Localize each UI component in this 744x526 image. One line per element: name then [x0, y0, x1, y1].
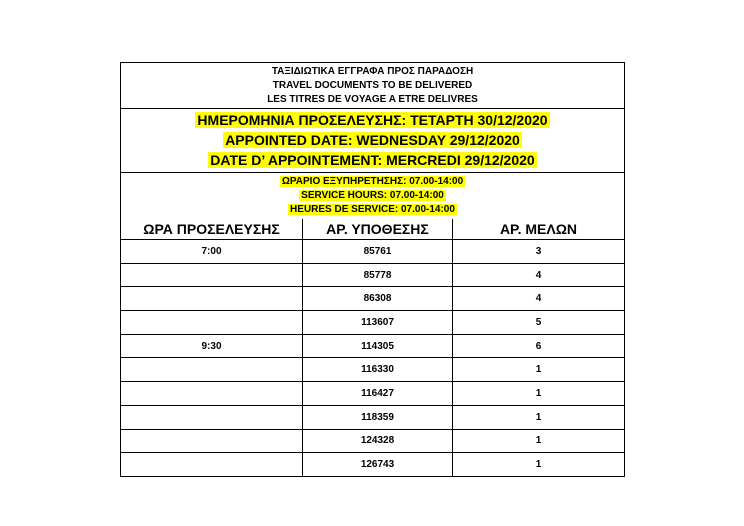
time-cell	[121, 311, 303, 334]
case-number-cell: 124328	[303, 430, 453, 453]
table-header-row	[121, 219, 624, 240]
table-row	[121, 335, 624, 359]
table-row	[121, 311, 624, 335]
appointment-date-french: DATE D’ APPOINTEMENT: MERCREDI 29/12/2020	[210, 152, 535, 168]
table-row	[121, 240, 624, 264]
time-cell	[121, 406, 303, 429]
table-row	[121, 287, 624, 311]
table-row	[121, 406, 624, 430]
table-row	[121, 430, 624, 454]
appointment-date-section	[121, 109, 624, 173]
members-cell: 4	[535, 293, 542, 305]
column-header-case-number: ΑΡ. ΥΠΟΘΕΣΗΣ	[303, 219, 453, 239]
case-number-cell: 113607	[303, 311, 453, 334]
header-greek: ΤΑΞΙΔΙΩΤΙΚΑ ΕΓΓΡΑΦΑ ΠΡΟΣ ΠΑΡΑΔΟΣΗ	[271, 66, 474, 77]
appointment-date-english: APPOINTED DATE: WEDNESDAY 29/12/2020	[225, 132, 520, 148]
time-cell	[121, 264, 303, 287]
time-cell	[121, 430, 303, 453]
case-number-cell: 85778	[303, 264, 453, 287]
time-cell: 9:30	[121, 335, 303, 358]
members-cell: 6	[535, 340, 542, 352]
document-header	[121, 63, 624, 109]
time-cell: 7:00	[121, 240, 303, 263]
case-number-cell: 114305	[303, 335, 453, 358]
table-row	[121, 453, 624, 476]
service-hours-english: SERVICE HOURS: 07.00-14:00	[301, 190, 444, 201]
case-number-cell: 85761	[303, 240, 453, 263]
members-cell: 1	[535, 459, 542, 471]
service-hours-french: HEURES DE SERVICE: 07.00-14:00	[290, 204, 455, 215]
case-number-cell: 116330	[303, 358, 453, 381]
service-hours-greek: ΩΡΑΡΙΟ ΕΞΥΠΗΡΕΤΗΣΗΣ: 07.00-14:00	[281, 176, 464, 187]
time-cell	[121, 453, 303, 476]
header-french: LES TITRES DE VOYAGE A ETRE DELIVRES	[267, 94, 478, 105]
time-cell	[121, 358, 303, 381]
table-row	[121, 358, 624, 382]
members-cell: 3	[535, 245, 542, 257]
members-cell: 1	[535, 387, 542, 399]
case-number-cell: 126743	[303, 453, 453, 476]
column-header-members: ΑΡ. ΜΕΛΩΝ	[499, 221, 578, 237]
members-cell: 1	[535, 364, 542, 376]
members-cell: 1	[535, 411, 542, 423]
time-cell	[121, 382, 303, 405]
header-english: TRAVEL DOCUMENTS TO BE DELIVERED	[272, 80, 473, 91]
document-table	[120, 62, 625, 477]
members-cell: 5	[535, 316, 542, 328]
members-cell: 4	[535, 269, 542, 281]
service-hours-section	[121, 173, 624, 219]
table-row	[121, 382, 624, 406]
table-row	[121, 264, 624, 288]
appointment-date-greek: ΗΜΕΡΟΜΗΝΙΑ ΠΡΟΣΕΛΕΥΣΗΣ: ΤΕΤΑΡΤΗ 30/12/2020	[197, 112, 548, 128]
column-header-arrival-time: ΩΡΑ ΠΡΟΣΕΛΕΥΣΗΣ	[121, 219, 303, 239]
case-number-cell: 86308	[303, 287, 453, 310]
case-number-cell: 116427	[303, 382, 453, 405]
members-cell: 1	[535, 435, 542, 447]
case-number-cell: 118359	[303, 406, 453, 429]
time-cell	[121, 287, 303, 310]
table-body	[121, 240, 624, 476]
